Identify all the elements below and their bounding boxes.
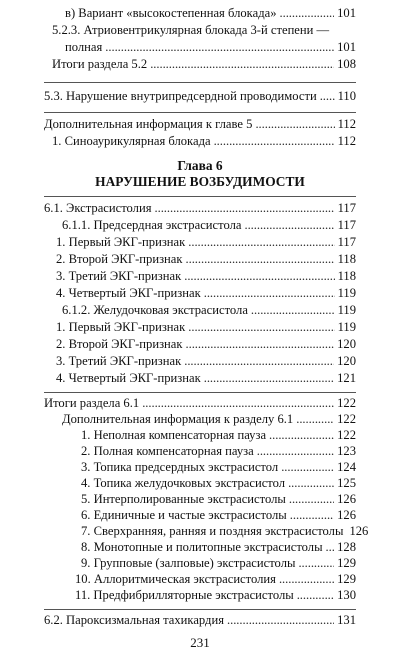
toc-entry-text: 1. Первый ЭКГ-признак	[56, 235, 186, 249]
toc-entry-text: Итоги раздела 5.2	[52, 57, 148, 71]
toc-entry-page: 123	[337, 444, 356, 458]
toc-entry	[81, 507, 356, 523]
toc-entry-text: 6. Единичные и частые экстрасистолы	[81, 508, 287, 522]
leader-dots	[320, 88, 335, 105]
toc-entry-text: 6.1.2. Желудочковая экстрасистола	[62, 303, 248, 317]
separator	[44, 196, 356, 197]
toc-entry-page: 101	[337, 40, 356, 54]
toc-entry-text: 6.2. Пароксизмальная тахикардия	[44, 613, 225, 627]
leader-dots	[142, 395, 334, 411]
toc-entry-page: 119	[337, 320, 356, 334]
toc-entry-text: 2. Полная компенсаторная пауза	[81, 444, 254, 458]
toc-entry-page: 126	[337, 492, 356, 506]
toc-entry-page: 112	[337, 134, 356, 148]
leader-dots	[297, 587, 334, 603]
toc-entry-text: 4. Четвертый ЭКГ-признак	[56, 371, 201, 385]
toc-entry-page: 121	[337, 371, 356, 385]
toc-entry	[81, 523, 369, 539]
toc-entry-page: 129	[337, 572, 356, 586]
leader-dots	[269, 427, 334, 443]
toc-entry-text: 4. Четвертый ЭКГ-признак	[56, 286, 201, 300]
toc-entry-text: 7. Сверхранняя, ранняя и поздняя экстрасистолы	[81, 524, 344, 538]
toc-entry	[75, 571, 356, 587]
leader-dots	[280, 5, 335, 22]
page-number: 231	[190, 635, 210, 650]
toc-entry-page: 119	[337, 286, 356, 300]
toc-entry	[56, 336, 356, 353]
toc-entry	[81, 475, 356, 491]
leader-dots	[150, 56, 334, 73]
toc-entry	[62, 302, 356, 319]
toc-entry-text: 10. Аллоритмическая экстрасистолия	[75, 572, 276, 586]
toc-entry-text: 5. Интерполированные экстрасистолы	[81, 492, 286, 506]
toc-entry-page: 124	[337, 460, 356, 474]
toc-entry-page: 112	[337, 117, 356, 131]
toc-entry-page: 126	[337, 508, 356, 522]
separator	[44, 112, 356, 113]
toc-entry	[44, 116, 356, 133]
toc-entry-text: 1. Первый ЭКГ-признак	[56, 320, 186, 334]
leader-dots	[288, 475, 334, 491]
toc-entry-page: 118	[337, 252, 356, 266]
leader-dots	[289, 491, 334, 507]
toc-entry-text: Дополнительная информация к главе 5	[44, 117, 253, 131]
leader-dots	[155, 200, 335, 217]
separator	[44, 82, 356, 83]
toc-entry	[44, 200, 356, 217]
leader-dots	[186, 336, 335, 353]
toc-entry-page: 120	[337, 354, 356, 368]
toc-entry-page: 117	[337, 235, 356, 249]
toc-entry	[62, 411, 356, 427]
toc-entry-page: 128	[337, 540, 356, 554]
toc-entry-page: 119	[337, 303, 356, 317]
toc-entry-text: в) Вариант «высокостепенная блокада»	[65, 6, 277, 20]
toc-entry	[44, 612, 356, 628]
toc-entry	[81, 491, 356, 507]
toc-entry	[56, 251, 356, 268]
toc-entry	[81, 459, 356, 475]
toc-entry-page: 122	[337, 428, 356, 442]
toc-entry	[81, 555, 356, 571]
toc-entry	[56, 319, 356, 336]
toc-entry	[62, 217, 356, 234]
toc-entry-page: 125	[337, 476, 356, 490]
toc-entry-text: 6.1.1. Предсердная экстрасистола	[62, 218, 242, 232]
toc-entry	[56, 370, 356, 387]
leader-dots	[296, 411, 334, 427]
toc-entry-text: 11. Предфибрилляторные экстрасистолы	[75, 588, 294, 602]
toc-entry-text: 8. Монотопные и политопные экстрасистолы	[81, 540, 323, 554]
leader-dots	[105, 39, 334, 56]
toc-entry-page: 122	[337, 396, 356, 410]
toc-entry-text: 5.2.3. Атриовентрикулярная блокада 3-й степени —	[52, 23, 330, 37]
toc-entry-text: 3. Третий ЭКГ-признак	[56, 269, 182, 283]
toc-entry	[65, 39, 356, 56]
toc-entry-text: 1. Синоаурикулярная блокада	[52, 134, 211, 148]
leader-dots	[204, 285, 335, 302]
toc-entry-text: 2. Второй ЭКГ-признак	[56, 252, 183, 266]
leader-dots	[255, 116, 334, 133]
leader-dots	[251, 302, 335, 319]
toc-entry-page: 108	[337, 57, 356, 71]
toc-entry	[56, 285, 356, 302]
toc-entry	[56, 268, 356, 285]
leader-dots	[257, 443, 334, 459]
toc-entry-text: Итоги раздела 6.1	[44, 396, 140, 410]
toc-entry-page: 110	[337, 89, 356, 103]
leader-dots	[204, 370, 334, 387]
toc-entry-page: 118	[337, 269, 356, 283]
toc-entry	[44, 88, 356, 105]
toc-entry-text: 5.3. Нарушение внутрипредсердной проводимости	[44, 89, 317, 103]
leader-dots	[227, 612, 334, 628]
toc-entry	[81, 443, 356, 459]
leader-dots	[290, 507, 334, 523]
leader-dots	[244, 217, 334, 234]
toc-entry-page: 122	[337, 412, 356, 426]
toc-entry-text: 9. Групповые (залповые) экстрасистолы	[81, 556, 296, 570]
leader-dots	[188, 234, 334, 251]
toc-entry-text: 3. Третий ЭКГ-признак	[56, 354, 182, 368]
toc-entry-text: 6.1. Экстрасистолия	[44, 201, 152, 215]
leader-dots	[214, 133, 335, 150]
toc-entry	[52, 133, 356, 150]
toc-entry	[75, 587, 356, 603]
toc-entry-text: 4. Топика желудочковых экстрасистол	[81, 476, 286, 490]
toc-entry	[44, 395, 356, 411]
toc-entry-text: 2. Второй ЭКГ-признак	[56, 337, 183, 351]
leader-dots	[184, 353, 334, 370]
leader-dots	[184, 268, 334, 285]
toc-entry-page: 117	[337, 201, 356, 215]
toc-entry-text: 3. Топика предсердных экстрасистол	[81, 460, 279, 474]
toc-entry	[81, 427, 356, 443]
toc-entry-page: 130	[337, 588, 356, 602]
separator	[44, 392, 356, 393]
toc-entry	[81, 539, 356, 555]
leader-dots	[188, 319, 334, 336]
toc-entry-text: Дополнительная информация к разделу 6.1	[62, 412, 294, 426]
toc-entry-text: полная	[65, 40, 103, 54]
leader-dots	[279, 571, 334, 587]
chapter-number: Глава 6	[177, 158, 223, 173]
toc-entry-page: 120	[337, 337, 356, 351]
leader-dots	[298, 555, 334, 571]
toc-entry-page: 117	[337, 218, 356, 232]
chapter-title: НАРУШЕНИЕ ВОЗБУДИМОСТИ	[95, 174, 305, 189]
leader-dots	[186, 251, 335, 268]
toc-entry	[65, 5, 356, 22]
toc-entry-text: 1. Неполная компенсаторная пауза	[81, 428, 267, 442]
separator	[44, 609, 356, 610]
leader-dots	[281, 459, 334, 475]
leader-dots	[326, 539, 335, 555]
toc-entry	[52, 56, 356, 73]
toc-entry	[56, 353, 356, 370]
toc-entry-page: 131	[337, 613, 356, 627]
toc-entry-page: 101	[337, 6, 356, 20]
toc-entry	[56, 234, 356, 251]
toc-entry-page: 126	[349, 524, 369, 538]
toc-entry-page: 129	[337, 556, 356, 570]
